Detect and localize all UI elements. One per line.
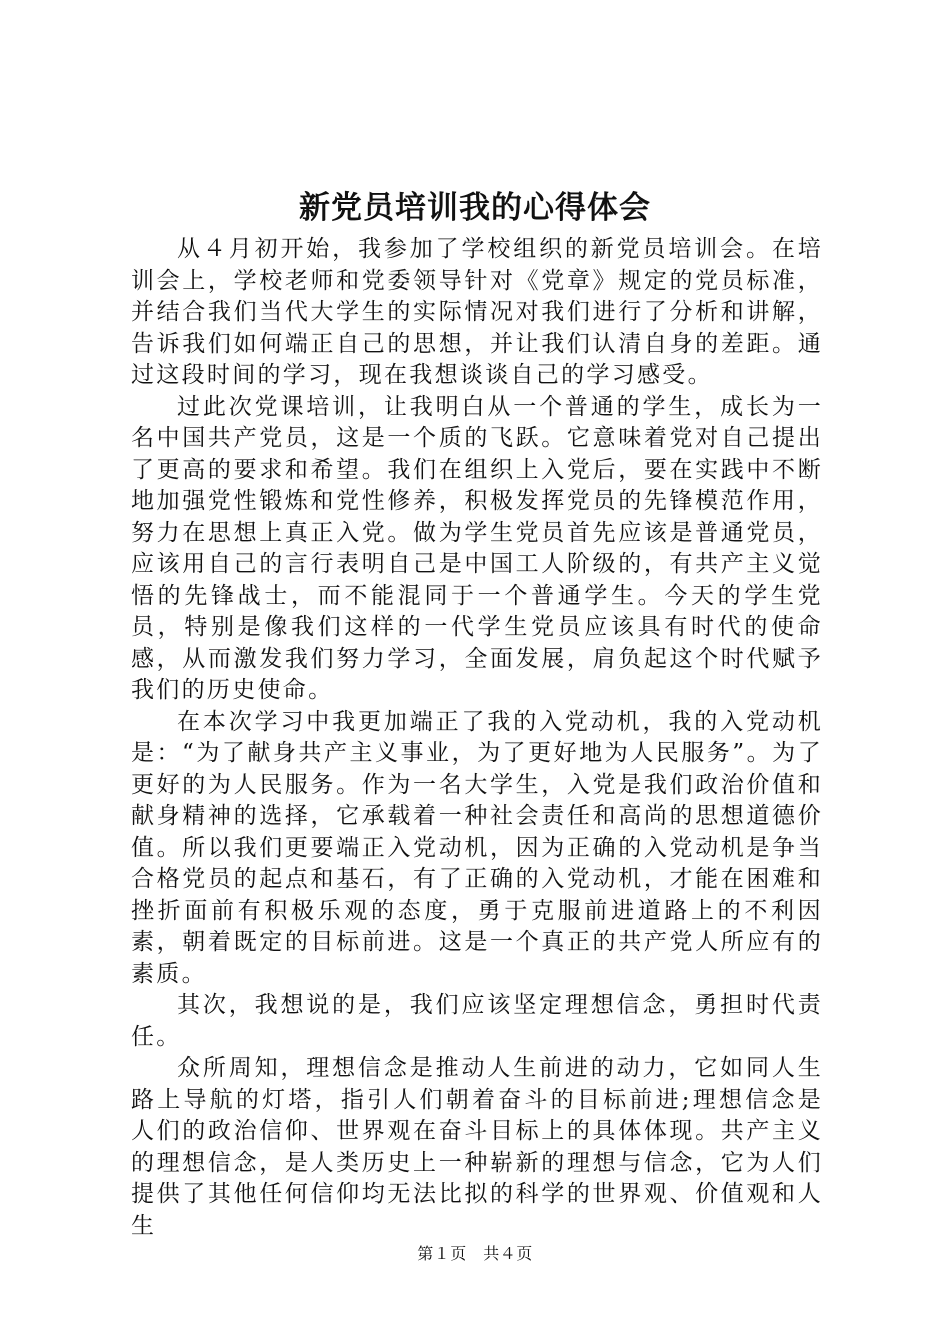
paragraph: 过此次党课培训，让我明白从一个普通的学生，成长为一名中国共产党员，这是一个质的飞跃。它意味着党对自己提出了更高的要求和希望。我们在组织上入党后，要在实践中不断地加强党性锻炼和党性修养，积极发挥党员的先锋模范作用，努力在思想上真正入党。做为学生党员首先应该是普通党员，应该用自己的言行表明自己是中国工人阶级的，有共产主义觉悟的先锋战士，而不能混同于一个普通学生。今天的学生党员，特别是像我们这样的一代学生党员应该具有时代的使命感，从而激发我们努力学习，全面发展，肩负起这个时代赋予我们的历史使命。 [131, 393, 823, 703]
paragraph: 众所周知，理想信念是推动人生前进的动力，它如同人生路上导航的灯塔，指引人们朝着奋斗的目标前进;理想信念是人们的政治信仰、世界观在奋斗目标上的具体体现。共产主义的理想信念，是人类历史上一种崭新的理想与信念，它为人们提供了其他任何信仰均无法比拟的科学的世界观、价值观和人生 [131, 1055, 823, 1239]
paragraph: 在本次学习中我更加端正了我的入党动机，我的入党动机是：“为了献身共产主义事业，为了更好地为人民服务”。为了更好的为人民服务。作为一名大学生，入党是我们政治价值和献身精神的选择，它承载着一种社会责任和高尚的思想道德价值。所以我们更要端正入党动机，因为正确的入党动机是争当合格党员的起点和基石，有了正确的入党动机，才能在困难和挫折面前有积极乐观的态度，勇于克服前进道路上的不利因素，朝着既定的目标前进。这是一个真正的共产党人所应有的素质。 [131, 708, 823, 987]
document-body [131, 234, 823, 1242]
page-number-footer: 第１页 共４页 [417, 1244, 533, 1263]
document-title: 新党员培训我的心得体会 [299, 190, 651, 226]
paragraph: 其次，我想说的是，我们应该坚定理想信念，勇担时代责任。 [131, 992, 823, 1050]
paragraph: 从４月初开始，我参加了学校组织的新党员培训会。在培训会上，学校老师和党委领导针对《党章》规定的党员标准，并结合我们当代大学生的实际情况对我们进行了分析和讲解，告诉我们如何端正自己的思想，并让我们认清自身的差距。通过这段时间的学习，现在我想谈谈自己的学习感受。 [131, 236, 823, 388]
